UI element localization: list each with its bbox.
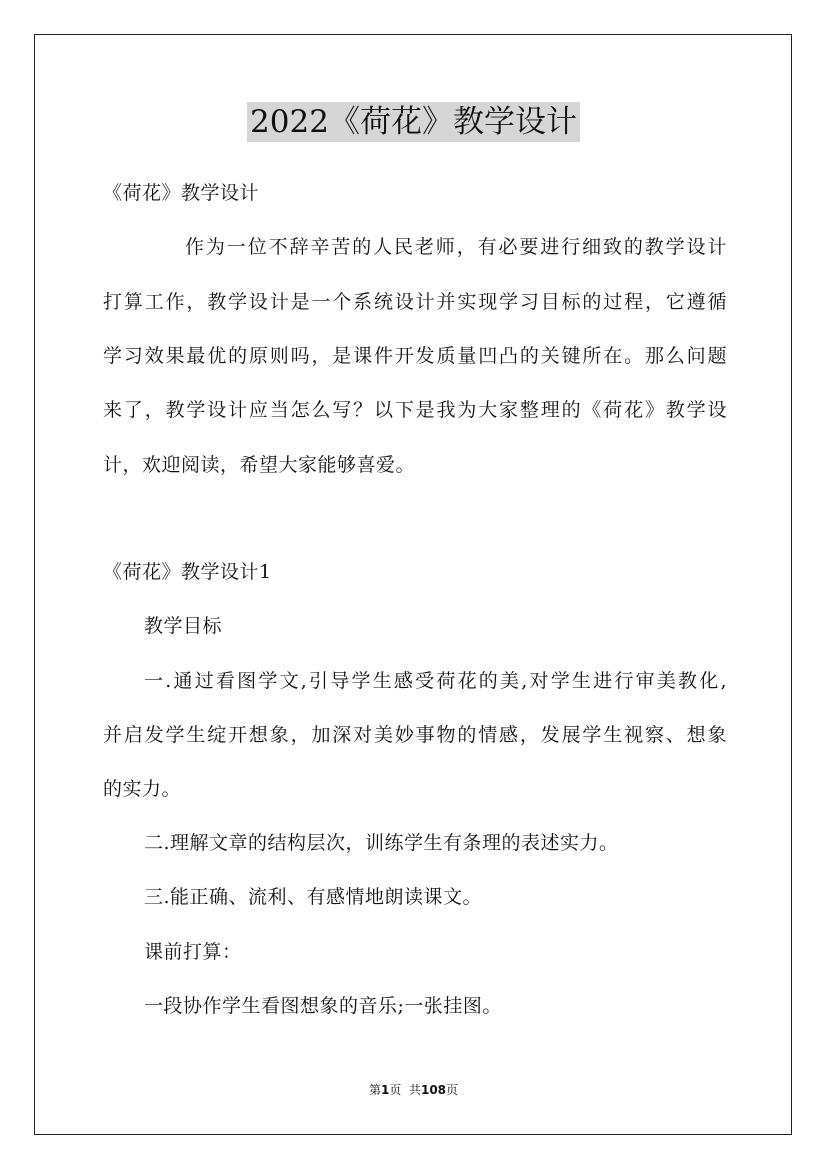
paragraph-line: 打算工作，教学设计是一个系统设计并实现学习目标的过程，它遵循 <box>103 291 727 313</box>
section-heading: 《荷花》教学设计1 <box>103 561 272 583</box>
paragraph-line: 的实力。 <box>103 778 182 800</box>
subtitle-line: 《荷花》教学设计 <box>103 182 260 204</box>
document-title <box>0 98 827 146</box>
paragraph-line: 来了，教学设计应当怎么写？以下是我为大家整理的《荷花》教学设 <box>103 399 727 421</box>
footer-total-pages: 108 <box>420 1083 447 1097</box>
subheading: 教学目标 <box>144 615 223 637</box>
document-title-text: 2022《荷花》教学设计 <box>247 102 580 142</box>
paragraph-line: 计，欢迎阅读，希望大家能够喜爱。 <box>103 454 416 476</box>
paragraph-line: 学习效果最优的原则吗，是课件开发质量凹凸的关键所在。那么问题 <box>103 345 727 367</box>
paragraph-line: 一段协作学生看图想象的音乐;一张挂图。 <box>144 995 502 1017</box>
footer-suffix: 页 <box>446 1083 459 1097</box>
footer-middle: 页 共 <box>389 1083 421 1097</box>
paragraph-line: 并启发学生绽开想象，加深对美妙事物的情感，发展学生视察、想象 <box>103 724 727 746</box>
footer-page-number: 1 <box>380 1083 390 1097</box>
footer-prefix: 第 <box>368 1083 381 1097</box>
paragraph-line: 二.理解文章的结构层次，训练学生有条理的表述实力。 <box>144 832 619 854</box>
paragraph-line: 三.能正确、流利、有感情地朗读课文。 <box>144 886 483 908</box>
paragraph-line: 作为一位不辞辛苦的人民老师，有必要进行细致的教学设计 <box>185 236 727 258</box>
subheading: 课前打算： <box>144 941 242 963</box>
page-footer <box>0 1081 827 1099</box>
paragraph-line: 一.通过看图学文,引导学生感受荷花的美,对学生进行审美教化, <box>144 670 727 692</box>
